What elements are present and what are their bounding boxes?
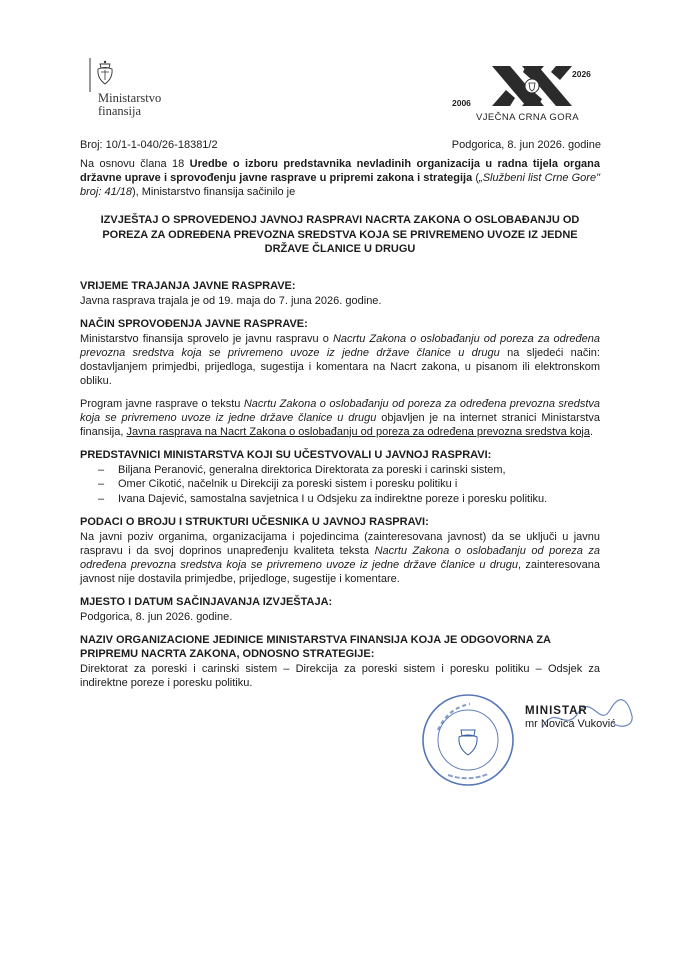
text-run: , zainteresovana javnost nije dostavila primjedbe, prijedloge, sugestije i komentare.	[80, 559, 600, 585]
list-item: – Biljana Peranović, generalna direktorica Direktorata za poreski i carinski sistem,	[98, 463, 600, 478]
text-run: objavljen je na internet stranici Ministarstva finansija,	[80, 411, 600, 438]
section-heading: NAZIV ORGANIZACIONE JEDINICE MINISTARSTVA FINANSIJA KOJA JE ODGOVORNA ZA PRIPREMU NACRTA ZAKONA, ODNOSNO STRATEGIJE:	[80, 634, 551, 660]
text-run: Ministarstvo finansija sprovelo je javnu raspravu o	[80, 332, 333, 345]
list-item: – Ivana Dajević, samostalna savjetnica I u Odsjeku za indirektne poreze i poresku politiku.	[98, 492, 600, 507]
signatory-name: mr Novica Vuković	[525, 718, 616, 730]
section-heading: VRIJEME TRAJANJA JAVNE RASPRAVE:	[80, 279, 296, 292]
law-name: Nacrtu Zakona o oslobađanju od poreza za određena prevozna sredstva koja se privremeno uvoze iz jedne države članice u drugu	[80, 545, 600, 571]
document-number: Broj: 10/1-1-040/26-18381/2	[80, 139, 218, 151]
section-heading: NAČIN SPROVOĐENJA JAVNE RASPRAVE:	[80, 317, 308, 330]
section-text	[80, 530, 600, 586]
jubilee-year-end: 2026	[572, 69, 591, 79]
text-run: .	[590, 425, 594, 438]
section-text	[80, 332, 600, 388]
signature-block	[525, 705, 635, 730]
section-heading: PODACI O BROJU I STRUKTURI UČESNIKA U JAVNOJ RASPRAVI:	[80, 516, 429, 528]
text-run: Program javne rasprave o tekstu	[80, 397, 244, 410]
section-text: Javna rasprava trajala je od 19. maja do 7. juna 2026. godine.	[80, 294, 382, 307]
official-stamp-icon	[418, 690, 518, 790]
representatives-list	[80, 463, 600, 507]
law-name: Nacrtu Zakona o oslobađanju od poreza za određena prevozna sredstva koja se privremeno uvoze iz jedne države članice u drugu	[80, 332, 600, 359]
ministry-name: Ministarstvo finansija	[98, 91, 162, 118]
section-heading: PREDSTAVNICI MINISTARSTVA KOJI SU UČESTVOVALI U JAVNOJ RASPRAVI:	[80, 448, 492, 461]
section-representatives	[80, 448, 600, 507]
section-method	[80, 317, 600, 439]
document-body	[80, 157, 600, 699]
xx-emblem-icon	[452, 58, 602, 113]
text-run: na sljedeći način: dostavljanjem primjedbi, prijedloga, sugestija i komentara na Nacrt zakona, u pisanom ili elektronskom obliku.	[80, 346, 600, 387]
text-run: Na javni poziv organima, organizacijama i pojedincima (zainteresovana javnost) da se uključi u javnu raspravu i da svoj doprinos unapređenju kvaliteta teksta	[80, 531, 600, 557]
document-date: Podgorica, 8. jun 2026. godine	[451, 139, 601, 151]
signatory-title: MINISTAR	[525, 705, 588, 717]
section-participants	[80, 515, 600, 586]
section-place-date	[80, 595, 600, 624]
intro-gazette-ref: „Službeni list Crne Gore" broj: 41/18	[80, 172, 600, 198]
law-name: Nacrtu Zakona o oslobađanju od poreza za određena prevozna sredstva koja se privremeno uvoze iz jedne države članice u drugu	[80, 397, 600, 424]
jubilee-emblem	[452, 58, 602, 128]
section-heading: MJESTO I DATUM SAČINJAVANJA IZVJEŠTAJA:	[80, 596, 333, 608]
intro-text: Na osnovu člana 18	[80, 158, 190, 170]
coat-of-arms-icon	[88, 58, 118, 92]
ministry-logo	[88, 58, 228, 120]
intro-regulation-name: Uredbe o izboru predstavnika nevladinih organizacija u radna tijela organa državne uprave i sprovođenju javne rasprave u pripremi zakona i strategija	[80, 158, 600, 184]
intro-paragraph	[80, 157, 600, 199]
list-item: – Omer Cikotić, načelnik u Direkciji za poreski sistem i poresku politiku i	[98, 477, 600, 492]
section-duration	[80, 279, 600, 308]
section-text: Podgorica, 8. jun 2026. godine.	[80, 611, 233, 623]
public-debate-link[interactable]: Javna rasprava na Nacrt Zakona o oslobađanju od poreza za određena prevozna sredstva koja	[126, 425, 590, 438]
jubilee-caption: VJEČNA CRNA GORA	[476, 112, 580, 123]
section-text	[80, 397, 600, 439]
document-title: IZVJEŠTAJ O SPROVEDENOJ JAVNOJ RASPRAVI NACRTA ZAKONA O OSLOBAĐANJU OD POREZA ZA ODREĐENA PREVOZNA SREDSTVA KOJA SE PRIVREMENO UVOZE IZ JEDNE DRŽAVE ČLANICE U DRUGU	[100, 214, 580, 255]
jubilee-year-start: 2006	[452, 98, 471, 108]
intro-text: (	[472, 172, 480, 184]
section-text: Direktorat za poreski i carinski sistem – Direkcija za poreski sistem i poresku politiku – Odsjek za indirektne poreze i poresku politiku.	[80, 663, 600, 689]
intro-text: ), Ministarstvo finansija sačinilo je	[131, 186, 296, 198]
section-responsible-unit	[80, 633, 600, 690]
